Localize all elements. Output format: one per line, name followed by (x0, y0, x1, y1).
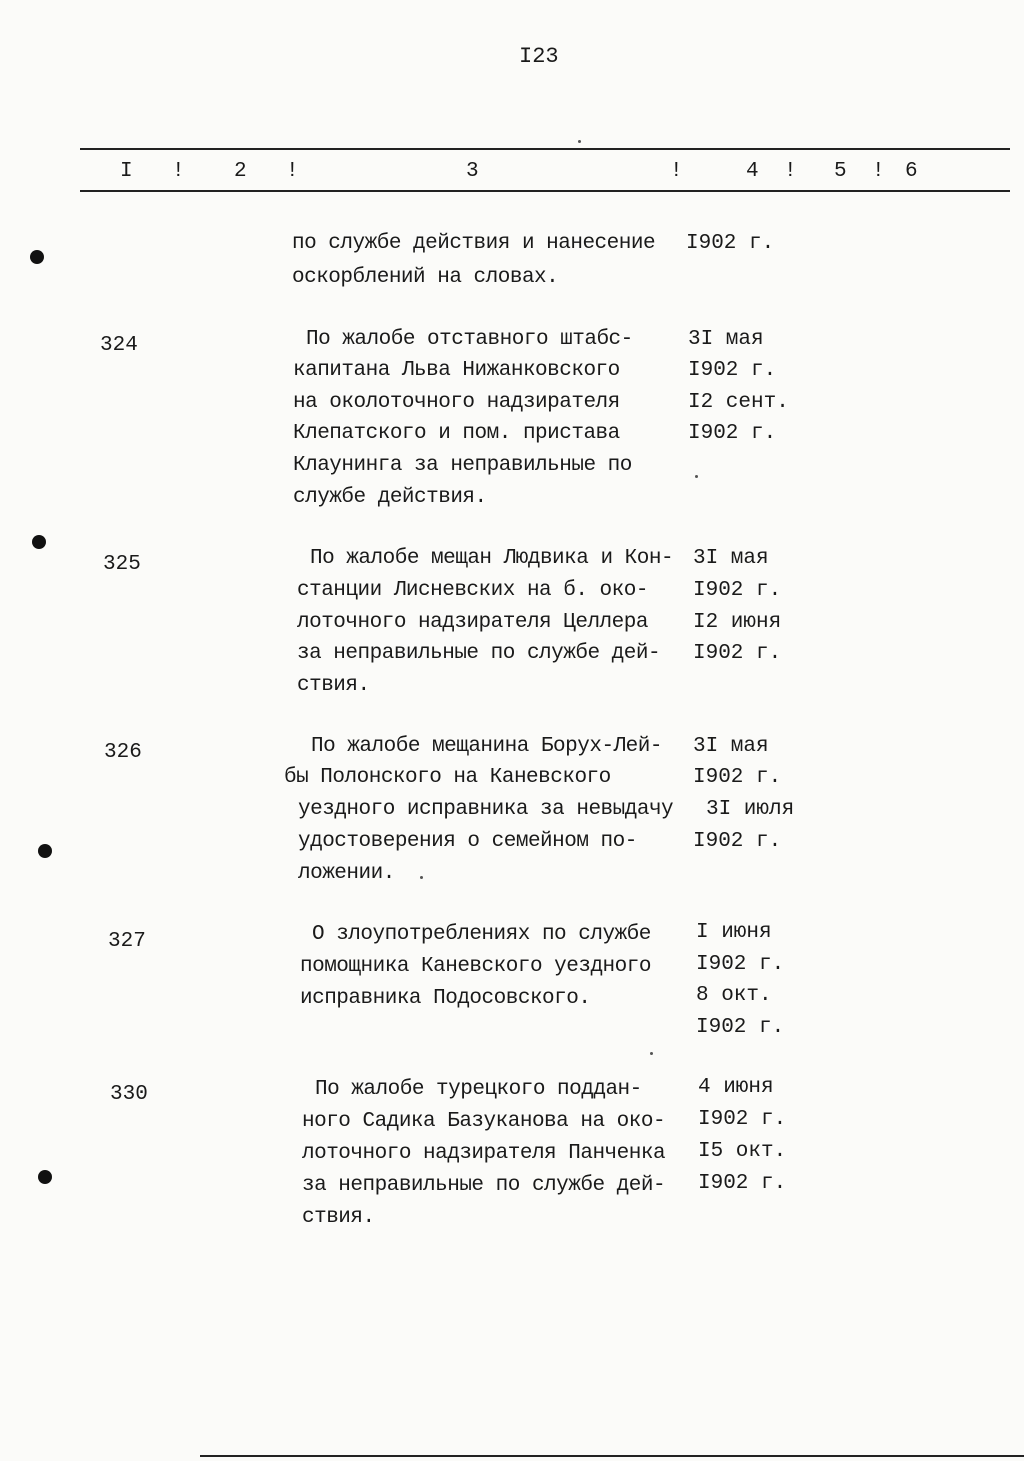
entry-date: I902 г. (696, 1016, 785, 1039)
entry-line: помощника Каневского уездного (300, 955, 651, 978)
entry-line: По жалобе турецкого поддан- (315, 1078, 642, 1101)
entry-line: исправника Подосовского. (300, 987, 591, 1010)
entry-line: лоточного надзирателя Целлера (297, 611, 648, 634)
continuation-date: I902 г. (686, 232, 775, 255)
entry-date: I2 июня (693, 611, 782, 634)
entry-line: за неправильные по службе дей- (297, 642, 661, 665)
header-bottom-rule (80, 190, 1010, 192)
header-separator: ! (286, 160, 299, 183)
entry-date: I902 г. (693, 766, 782, 789)
entry-number: 324 (100, 334, 138, 357)
entry-number: 327 (108, 930, 146, 953)
entry-date: I июня (696, 921, 772, 944)
header-separator: ! (670, 160, 683, 183)
entry-line: на околоточного надзирателя (293, 391, 620, 414)
header-col-2: 2 (234, 160, 247, 183)
entry-line: уездного исправника за невыдачу (298, 798, 674, 821)
entry-number: 325 (103, 553, 141, 576)
header-separator: ! (784, 160, 797, 183)
bottom-edge-rule (200, 1455, 1024, 1457)
punch-hole-mark (32, 535, 46, 549)
entry-line: Клаунинга за неправильные по (293, 454, 632, 477)
header-col-5: 5 (834, 160, 847, 183)
entry-date: I902 г. (693, 830, 782, 853)
scan-speck (578, 140, 581, 143)
entry-date: I902 г. (688, 422, 777, 445)
header-top-rule (80, 148, 1010, 150)
entry-date: I902 г. (698, 1172, 787, 1195)
entry-line: удостоверения о семейном по- (298, 830, 637, 853)
entry-number: 326 (104, 741, 142, 764)
entry-date: I2 сент. (688, 391, 789, 414)
entry-line: за неправильные по службе дей- (302, 1174, 666, 1197)
entry-date: 3I мая (693, 735, 769, 758)
entry-date: 3I мая (688, 328, 764, 351)
continuation-line: по службе действия и нанесение (292, 232, 656, 255)
entry-number: 330 (110, 1083, 148, 1106)
entry-date: I902 г. (693, 642, 782, 665)
entry-date: I902 г. (696, 953, 785, 976)
entry-line: ствия. (302, 1206, 375, 1229)
entry-line: О злоупотреблениях по службе (312, 923, 651, 946)
continuation-line: оскорблений на словах. (292, 266, 559, 289)
scan-speck (695, 475, 698, 478)
punch-hole-mark (38, 844, 52, 858)
scan-speck (650, 1052, 653, 1055)
entry-date: I902 г. (693, 579, 782, 602)
entry-date: I902 г. (698, 1108, 787, 1131)
punch-hole-mark (38, 1170, 52, 1184)
header-col-4: 4 (746, 160, 759, 183)
entry-line: службе действия. (293, 486, 487, 509)
entry-line: лоточного надзирателя Панченка (302, 1142, 666, 1165)
entry-date: I902 г. (688, 359, 777, 382)
entry-date: I5 окт. (698, 1140, 787, 1163)
header-col-3: 3 (466, 160, 479, 183)
entry-line: По жалобе мещан Людвика и Кон- (310, 547, 674, 570)
entry-line: ложении. (298, 862, 395, 885)
punch-hole-mark (30, 250, 44, 264)
entry-date: 3I мая (693, 547, 769, 570)
entry-date: 4 июня (698, 1076, 774, 1099)
entry-line: ного Садика Базуканова на око- (302, 1110, 666, 1133)
entry-line: бы Полонского на Каневского (284, 766, 611, 789)
page-number: I23 (519, 44, 559, 69)
header-separator: ! (172, 160, 185, 183)
header-col-6: 6 (905, 160, 918, 183)
entry-line: станции Лисневских на б. око- (297, 579, 648, 602)
entry-line: ствия. (297, 674, 370, 697)
entry-line: По жалобе мещанина Борух-Лей- (311, 735, 662, 758)
scan-speck (420, 876, 423, 879)
entry-line: капитана Льва Нижанковского (293, 359, 620, 382)
header-col-1: I (120, 160, 133, 183)
entry-line: Клепатского и пом. пристава (293, 422, 620, 445)
entry-date: 8 окт. (696, 984, 772, 1007)
entry-line: По жалобе отставного штабс- (306, 328, 633, 351)
entry-date: 3I июля (706, 798, 795, 821)
header-separator: ! (872, 160, 885, 183)
